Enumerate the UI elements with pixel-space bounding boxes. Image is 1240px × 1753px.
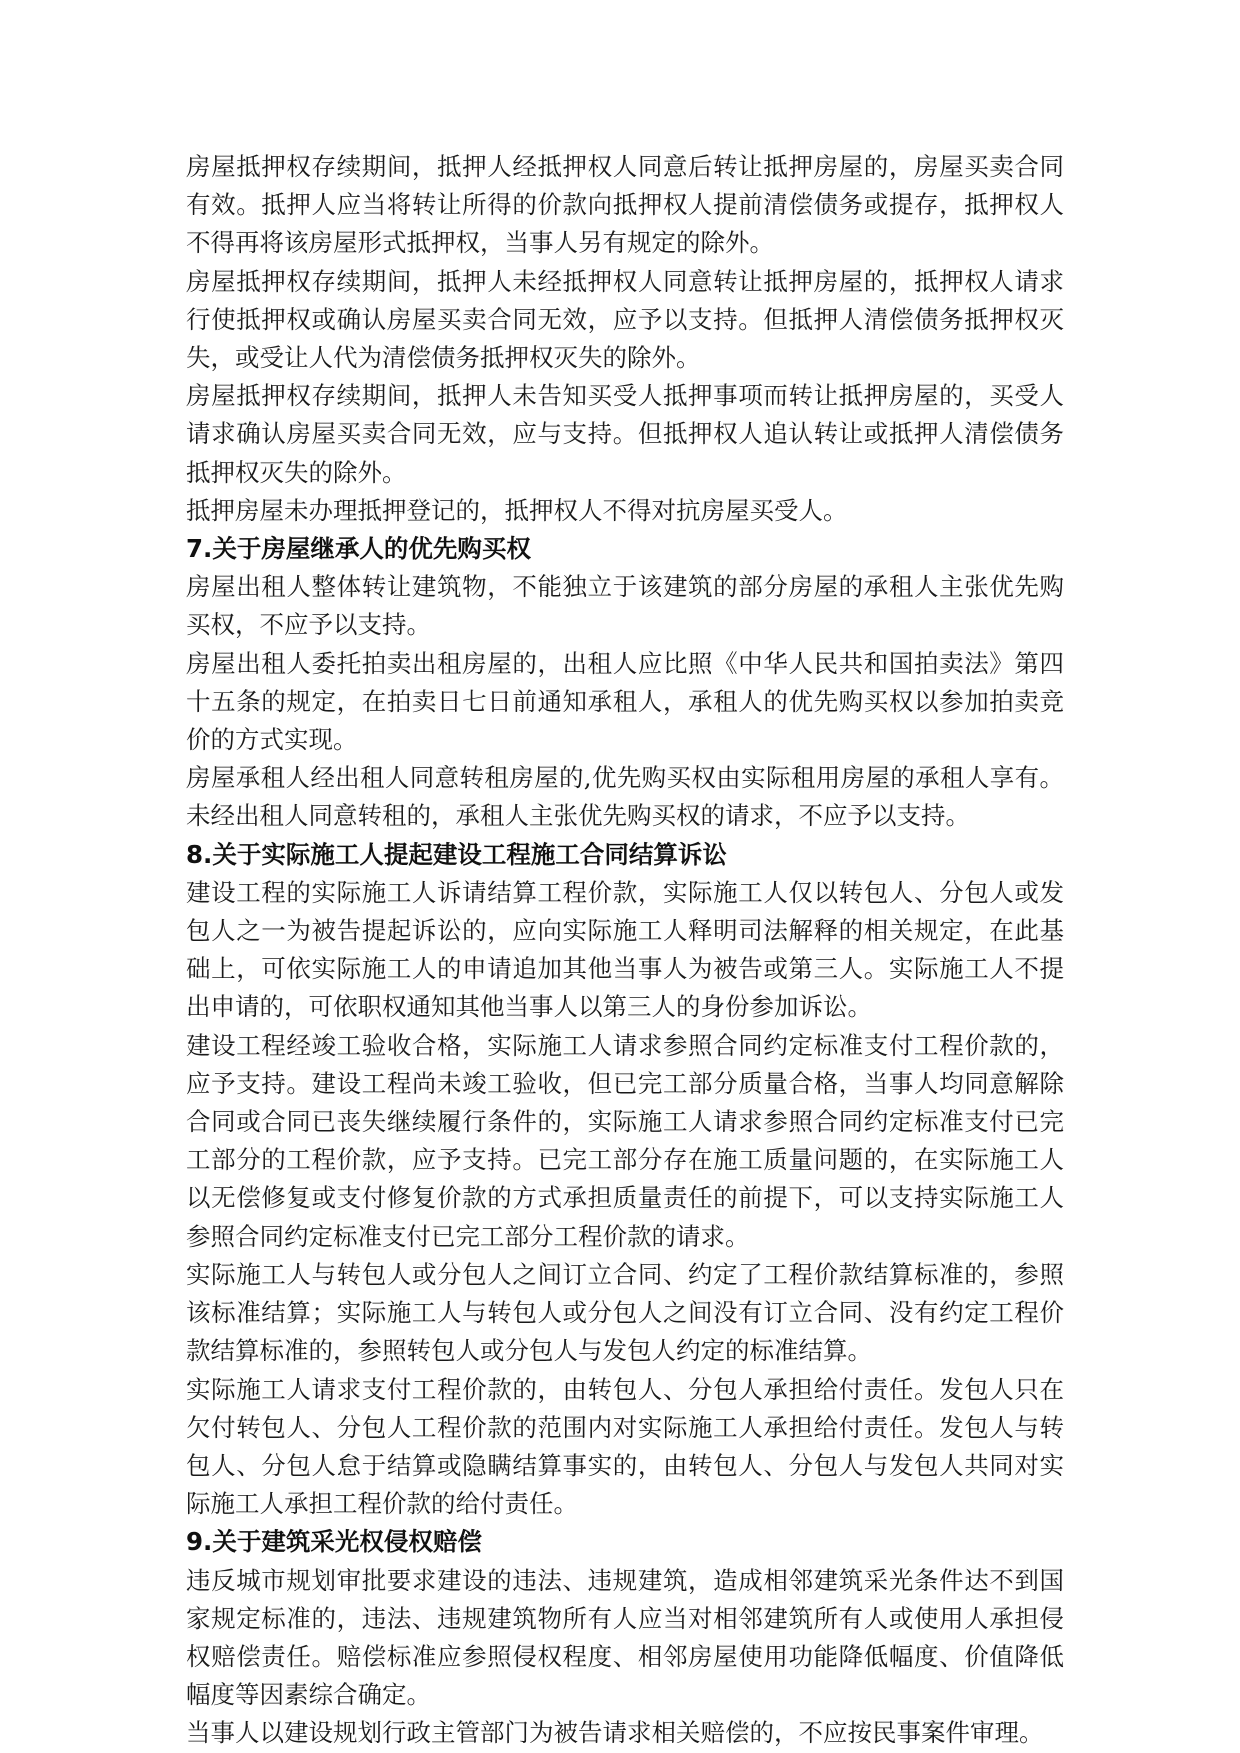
paragraph-settlement-standard: 实际施工人与转包人或分包人之间订立合同、约定了工程价款结算标准的，参照该标准结算；实际施工人与转包人或分包人之间没有订立合同、没有约定工程价款结算标准的，参照转包人或分包人与发包人约定的标准结算。 xyxy=(186,1259,1064,1366)
paragraph-mortgage-transfer-no-notice: 房屋抵押权存续期间，抵押人未告知买受人抵押事项而转让抵押房屋的，买受人请求确认房屋买卖合同无效，应与支持。但抵押权人追认转让或抵押人清偿债务抵押权灭失的除外。 xyxy=(186,381,1064,487)
paragraph-sublease-priority: 房屋承租人经出租人同意转租房屋的,优先购买权由实际租用房屋的承租人享有。未经出租人同意转租的，承租人主张优先购买权的请求，不应予以支持。 xyxy=(186,763,1064,831)
paragraph-unregistered-mortgage: 抵押房屋未办理抵押登记的，抵押权人不得对抗房屋买受人。 xyxy=(186,495,848,525)
section-heading-9: 9.关于建筑采光权侵权赔偿 xyxy=(186,1527,482,1557)
paragraph-mortgage-transfer-no-consent: 房屋抵押权存续期间，抵押人未经抵押权人同意转让抵押房屋的，抵押权人请求行使抵押权或确认房屋买卖合同无效，应予以支持。但抵押人清偿债务抵押权灭失，或受让人代为清偿债务抵押权灭失的除外。 xyxy=(186,266,1064,373)
paragraph-actual-constructor-litigation: 建设工程的实际施工人诉请结算工程价款，实际施工人仅以转包人、分包人或发包人之一为被告提起诉讼的，应向实际施工人释明司法解释的相关规定，在此基础上，可依实际施工人的申请追加其他当事人为被告或第三人。实际施工人不提出申请的，可依职权通知其他当事人以第三人的身份参加诉讼。 xyxy=(186,877,1064,1022)
paragraph-mortgage-transfer-consent: 房屋抵押权存续期间，抵押人经抵押权人同意后转让抵押房屋的，房屋买卖合同有效。抵押人应当将转让所得的价款向抵押权人提前清偿债务或提存，抵押权人不得再将该房屋形式抵押权，当事人另有规定的除外。 xyxy=(186,152,1064,258)
paragraph-daylight-infringement: 违反城市规划审批要求建设的违法、违规建筑，造成相邻建筑采光条件达不到国家规定标准的，违法、违规建筑物所有人应当对相邻建筑所有人或使用人承担侵权赔偿责任。赔偿标准应参照侵权程度、相邻房屋使用功能降低幅度、价值降低幅度等因素综合确定。 xyxy=(186,1565,1064,1710)
section-heading-7: 7.关于房屋继承人的优先购买权 xyxy=(186,534,531,564)
document-page xyxy=(186,148,1064,1753)
paragraph-payment-liability: 实际施工人请求支付工程价款的，由转包人、分包人承担给付责任。发包人只在欠付转包人、分包人工程价款的范围内对实际施工人承担给付责任。发包人与转包人、分包人怠于结算或隐瞒结算事实的，由转包人、分包人与发包人共同对实际施工人承担工程价款的给付责任。 xyxy=(186,1374,1064,1519)
paragraph-whole-building-transfer: 房屋出租人整体转让建筑物，不能独立于该建筑的部分房屋的承租人主张优先购买权，不应予以支持。 xyxy=(186,572,1064,640)
paragraph-administrative-defendant: 当事人以建设规划行政主管部门为被告请求相关赔偿的，不应按民事案件审理。 xyxy=(186,1718,1044,1748)
section-heading-8: 8.关于实际施工人提起建设工程施工合同结算诉讼 xyxy=(186,839,727,869)
paragraph-completion-acceptance: 建设工程经竣工验收合格，实际施工人请求参照合同约定标准支付工程价款的，应予支持。建设工程尚未竣工验收，但已完工部分质量合格，当事人均同意解除合同或合同已丧失继续履行条件的，实际施工人请求参照合同约定标准支付已完工部分的工程价款，应予支持。已完工部分存在施工质量问题的，在实际施工人以无偿修复或支付修复价款的方式承担质量责任的前提下，可以支持实际施工人参照合同约定标准支付已完工部分工程价款的请求。 xyxy=(186,1030,1064,1251)
paragraph-auction-rental-house: 房屋出租人委托拍卖出租房屋的，出租人应比照《中华人民共和国拍卖法》第四十五条的规定，在拍卖日七日前通知承租人，承租人的优先购买权以参加拍卖竞价的方式实现。 xyxy=(186,648,1064,755)
